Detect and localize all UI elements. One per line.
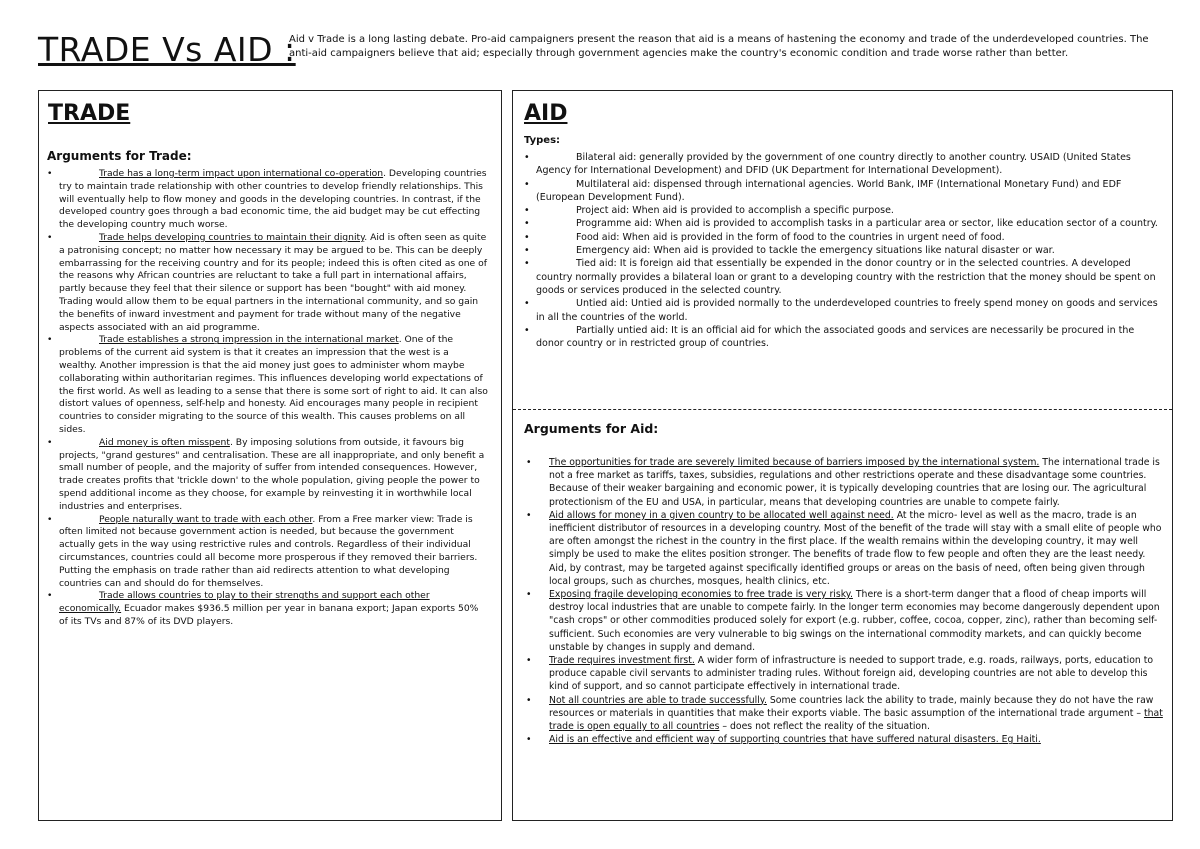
bullet-icon: • — [524, 258, 530, 270]
list-item — [524, 324, 1164, 351]
list-item — [47, 168, 489, 232]
bullet-icon: • — [524, 218, 530, 230]
argument-emphasis: that trade is open equally to all countries — [549, 707, 1163, 733]
argument-body: . From a Free marker view: Trade is often limited not because government action is needed, but because the government actually gets in the way using restrictive rules and controls. Regardless of their individual circumstances, countries could all become more prosperous if they removed their barriers. Putting the emphasis on trade rather than aid redirects attention to what developing countries can and should do for themselves. — [59, 513, 478, 589]
intro-paragraph: Aid v Trade is a long lasting debate. Pro-aid campaigners present the reason that aid is a means of hastening the economy and trade of the underdeveloped countries. The anti-aid campaigners believe that aid; especially through government agencies make the country's economic condition and trade worse rather than better. — [289, 34, 1149, 59]
argument-lead: Aid allows for money in a given country to be allocated well against need. — [549, 509, 894, 521]
list-item — [524, 588, 1166, 654]
trade-arguments-heading: Arguments for Trade: — [47, 149, 192, 163]
trade-heading: TRADE — [48, 101, 131, 126]
aid-types-label: Types: — [524, 135, 561, 146]
bullet-icon: • — [47, 590, 53, 602]
list-item — [524, 151, 1164, 178]
argument-body: A wider form of infrastructure is needed to support trade, e.g. roads, railways, ports, education to produce capable civil servants to administer trading rules. Without foreign aid, developing countries are not able to develop this kind of support, and so cannot participate effectively in international trade. — [549, 655, 1154, 693]
bullet-icon: • — [526, 694, 532, 706]
bullet-icon: • — [524, 152, 530, 163]
list-item — [47, 590, 489, 628]
list-item — [524, 654, 1166, 694]
bullet-icon: • — [524, 205, 530, 217]
list-item — [524, 297, 1164, 324]
argument-body: Some countries lack the ability to trade, mainly because they do not have the raw resources or materials in quantities that make their exports viable. The basic assumption of the international trade argument – — [549, 694, 1154, 719]
aid-type-description: : When aid is provided to tackle the emergency situations like natural disaster or war. — [647, 245, 1055, 257]
argument-lead: Trade helps developing countries to maintain their dignity — [99, 231, 365, 243]
bullet-icon: • — [526, 457, 532, 468]
list-item — [524, 257, 1164, 297]
aid-type-name: Tied aid — [576, 258, 614, 270]
bullet-icon: • — [524, 245, 530, 257]
aid-heading: AID — [524, 101, 568, 126]
aid-type-description: : When aid is provided to accomplish a specific purpose. — [626, 205, 894, 217]
argument-lead: Exposing fragile developing economies to free trade is very risky. — [549, 589, 853, 601]
aid-type-description: : It is foreign aid that essentially be expended in the donor country or in the selected countries. A developed country normally provides a bilateral loan or grant to a developing country with the restriction that the money should be spent on goods or services produced in the selected country. — [536, 258, 1156, 296]
bullet-icon: • — [526, 655, 532, 667]
argument-lead: Aid money is often misspent — [99, 436, 230, 448]
list-item — [47, 334, 489, 436]
list-item — [47, 514, 489, 591]
aid-type-description: : generally provided by the government of one country directly to another country. USAID (United States Agency for International Development) and DFID (UK Department for International Development). — [536, 152, 1131, 177]
argument-body: The international trade is not a free market as tariffs, taxes, subsidies, regulations and other restrictions operate and these disadvantage some countries. Because of their weaker bargaining and economic power, it is typically developing countries that are losing our. The agricultural protectionism of the EU and USA, in particular, means that developing countries are unable to compete fairly. — [549, 457, 1160, 508]
list-item — [524, 456, 1166, 509]
aid-type-description: : dispensed through international agencies. World Bank, IMF (International Monetary Fund) and EDF (European Development Fund). — [536, 178, 1122, 203]
argument-lead: Trade allows countries to play to their strengths and support each other economically. — [59, 590, 430, 615]
argument-body: At the micro- level as well as the macro, trade is an inefficient distributor of resources in a developing country. Most of the benefit of the trade will stay with a small elite of people who are often amongst the richest in the country in the first place. If the wealth remains within the developing country, it may well simply be used to make the elites position stronger. The benefits of trade flow to few people and often they are the least needy. Aid, by contrast, may be targeted against specifically identified groups or areas on the basis of need, often being given through local groups, such as churches, mosques, health clinics, etc. — [549, 509, 1162, 587]
argument-lead: Not all countries are able to trade successfully. — [549, 694, 767, 706]
aid-type-name: Emergency aid — [576, 245, 648, 257]
dashed-divider — [513, 409, 1172, 410]
bullet-icon: • — [526, 509, 532, 521]
bullet-icon: • — [524, 298, 530, 310]
aid-type-description: : When aid is provided to accomplish tasks in a particular area or sector, like education sector of a country. — [648, 218, 1158, 230]
list-item — [524, 694, 1166, 734]
argument-body: . Aid is often seen as quite a patronising concept; no matter how necessary it may be argued to be. This can be deeply embarrassing for the receiving country and for its people; indeed this is often cited as one of the reasons why African countries are reluctant to take a full part in international affairs, partly because they feel that their silence or support has been "bought" with aid money. Trading would allow them to be equal partners in the international community, and so gain the benefits of inward investment and payment for trade without many of the negative aspects associated with an aid programme. — [59, 231, 487, 333]
argument-lead: Trade requires investment first. — [549, 655, 695, 667]
argument-body: There is a short-term danger that a flood of cheap imports will destroy local industries that are unable to compete fairly. In the longer term economies may become dangerously dependent upon "cash crops" or other commodities produced solely for export (e.g. rubber, coffee, cocoa, copper, zinc), rather than becoming self-sufficient. Such economies are very vulnerable to big swings on the international commodity markets, and can quickly become unstable by changes in supply and demand. — [549, 589, 1160, 653]
argument-lead: Trade establishes a strong impression in the international market — [99, 334, 399, 346]
bullet-icon: • — [47, 334, 53, 346]
argument-lead: Trade has a long-term impact upon international co-operation — [99, 168, 384, 179]
aid-type-name: Untied aid — [576, 298, 625, 310]
page-title: TRADE Vs AID : — [38, 30, 296, 69]
bullet-icon: • — [524, 324, 530, 336]
aid-type-description: : Untied aid is provided normally to the underdeveloped countries to freely spend money on goods and services in all the countries of the world. — [536, 298, 1158, 323]
aid-type-name: Programme aid — [576, 218, 649, 230]
bullet-icon: • — [526, 734, 532, 746]
bullet-icon: • — [524, 178, 530, 190]
list-item — [524, 231, 1164, 244]
trade-arguments-list — [47, 168, 489, 629]
aid-type-description: : It is an official aid for which the associated goods and services are necessarily be procured in the donor country or in restricted group of countries. — [536, 324, 1135, 350]
bullet-icon: • — [47, 168, 53, 179]
argument-body: . Developing countries try to maintain trade relationship with other countries to develop friendly relationships. This will eventually help to flow money and goods in the developing countries. In contrast, if the developed country goes through a bad economic time, the aid budget may be cut effecting the developing country much worse. — [59, 168, 487, 231]
aid-arguments-heading: Arguments for Aid: — [524, 421, 659, 436]
argument-lead: The opportunities for trade are severely limited because of barriers imposed by the international system. — [549, 457, 1040, 468]
aid-type-description: : When aid is provided in the form of food to the countries in urgent need of food. — [616, 231, 1005, 243]
trade-panel — [38, 90, 502, 821]
aid-type-name: Project aid — [576, 205, 627, 217]
bullet-icon: • — [524, 231, 530, 243]
list-item — [524, 204, 1164, 217]
aid-type-name: Bilateral aid — [576, 152, 634, 163]
aid-type-name: Partially untied aid — [576, 324, 665, 336]
list-item — [524, 509, 1166, 588]
bullet-icon: • — [47, 231, 53, 243]
list-item — [524, 733, 1166, 746]
argument-lead: Aid is an effective and efficient way of supporting countries that have suffered natural disasters. Eg Haiti. — [549, 734, 1041, 746]
bullet-icon: • — [47, 513, 53, 525]
aid-type-name: Food aid — [576, 231, 617, 243]
argument-tail: – does not reflect the reality of the situation. — [719, 721, 930, 733]
aid-types-list — [524, 151, 1164, 350]
bullet-icon: • — [47, 436, 53, 448]
list-item — [47, 437, 489, 514]
bullet-icon: • — [526, 589, 532, 601]
list-item — [524, 244, 1164, 257]
argument-body: . By imposing solutions from outside, it favours big projects, "grand gestures" and centralisation. These are all inappropriate, and only benefit a small number of people, and the majority of suffer from intended consequences. However, trade creates profits that 'trickle down' to the whole population, giving people the power to spend additional income as they choose, for example by reinvesting it in worthwhile local industries and enterprises. — [59, 436, 485, 512]
list-item — [524, 178, 1164, 205]
list-item — [524, 217, 1164, 230]
aid-arguments-list — [524, 456, 1166, 746]
argument-lead: People naturally want to trade with each other — [99, 513, 313, 525]
argument-body: Ecuador makes $936.5 million per year in banana export; Japan exports 50% of its TVs and 87% of its DVD players. — [59, 603, 479, 627]
list-item — [47, 232, 489, 334]
argument-body: . One of the problems of the current aid system is that it creates an impression that the west is a wealthy. Another impression is that the aid money just goes to administer whom maybe collaborating within authoritarian regimes. This influences developing world expectations of the first world. As well as leading to a sense that there is some sort of right to aid. It can also distort values of openness, self-help and honesty. Aid encourages many people in recipient countries to consider migrating to the source of this wealth. This causes problems on all sides. — [59, 334, 488, 435]
aid-panel — [512, 90, 1173, 821]
aid-type-name: Multilateral aid — [576, 178, 648, 190]
